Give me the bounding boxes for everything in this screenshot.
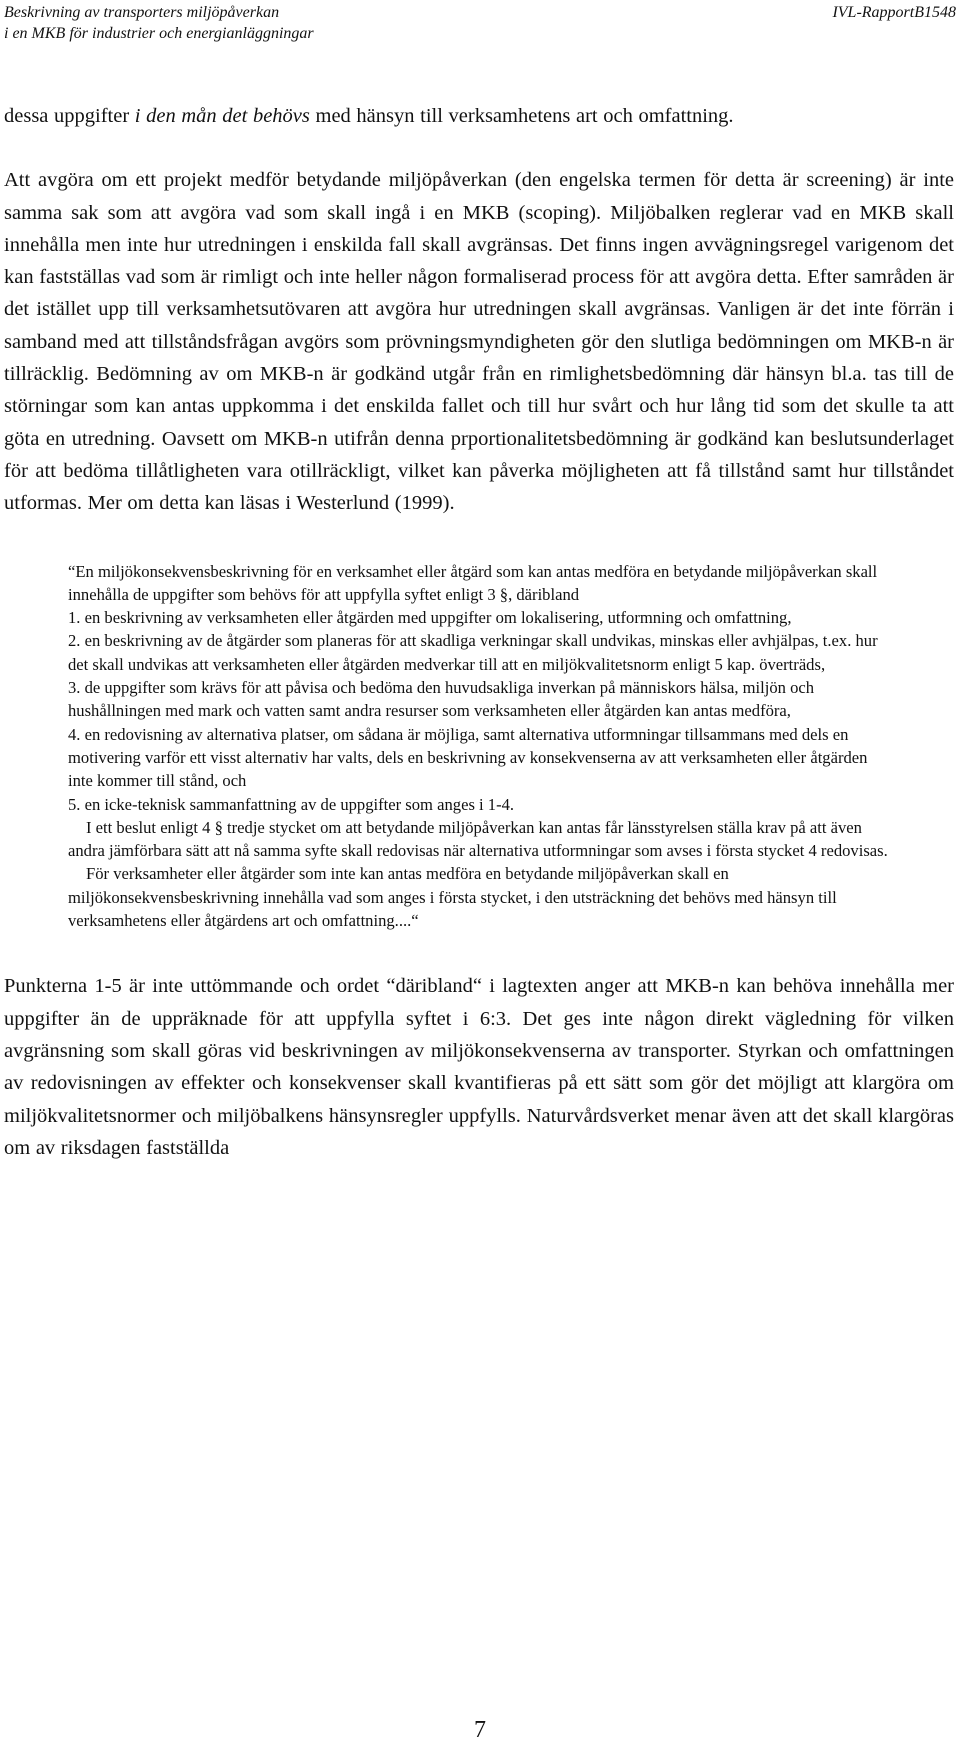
paragraph-continued-end: med hänsyn till verksamhetens art och omfattning. <box>309 105 734 127</box>
law-quote <box>68 560 888 933</box>
law-quote-paragraph-3: För verksamheter eller åtgärder som inte kan antas medföra en betydande miljöpåverkan skall en miljökonsekvensbeskrivning innehålla vad som anges i första stycket, i den utsträckning det behövs med hänsyn till verksamhetens eller åtgärdens art och omfattning....“ <box>68 864 837 931</box>
page-content <box>4 100 954 1164</box>
paragraph-continued-start: dessa uppgifter <box>4 105 135 127</box>
paragraph-continued <box>4 100 954 132</box>
law-quote-item-3: 3. de uppgifter som krävs för att påvisa och bedöma den huvudsakliga inverkan på människors hälsa, miljön och hushållningen med mark och vatten samt andra resurser som verksamheten eller åtgärden kan antas medföra, <box>68 678 815 721</box>
header-title-line1: Beskrivning av transporters miljöpåverkan <box>4 4 280 21</box>
paragraph-continued-emphasis: i den mån det behövs <box>134 105 310 127</box>
law-quote-item-4: 4. en redovisning av alternativa platser, om sådana är möjliga, samt alternativa utformningar tillsammans med dels en motivering varför ett visst alternativ har valts, dels en beskrivning av konsekvenserna av att verksamheten eller åtgärden inte kommer till stånd, och <box>68 724 868 791</box>
paragraph-screening-scoping: Att avgöra om ett projekt medför betydande miljöpåverkan (den engelska termen för detta är screening) är inte samma sak som att avgöra vad som skall ingå i en MKB (scoping). Miljöbalken reglerar vad en MKB skall innehålla men inte hur utredningen i enskilda fall skall avgränsas. Det finns ingen avvägningsregel varigenom det kan fastställas vad som är rimligt och inte heller någon formaliserad process för att avgöra detta. Efter samråden är det istället upp till verksamhetsutövaren att avgöra hur utredningen skall avgränsas. Vanligen är det inte förrän i samband med att tillståndsfrågan avgörs som prövningsmyndigheten gör den slutliga bedömningen om MKB-n är tillräcklig. Bedömning av om MKB-n är godkänd utgår från en rimlighetsbedömning där hänsyn bl.a. tas till de störningar som kan antas uppkomma i det enskilda fallet och till hur svårt och hur lång tid som det skulle ta att göta en utredning. Oavsett om MKB-n utifrån denna prportionalitetsbedömning är godkänd kan beslutsunderlaget för att bedöma tillåtligheten vara otillräckligt, vilket kan påverka möjligheten att få tillstånd samt hur tillståndet utformas. Mer om detta kan läsas i Westerlund (1999). <box>4 169 954 515</box>
law-quote-item-5: 5. en icke-teknisk sammanfattning av de uppgifter som anges i 1-4. <box>68 794 515 814</box>
page-header <box>4 0 956 52</box>
law-quote-item-2: 2. en beskrivning av de åtgärder som planeras för att skadliga verkningar skall undvikas, minskas eller avhjälpas, t.ex. hur det skall undvikas att verksamheten eller åtgärden medverkar till att en miljökvalitetsnorm enligt 5 kap. överträds, <box>68 631 878 674</box>
header-title-line2: i en MKB för industrier och energianläggningar <box>4 25 314 42</box>
paragraph-punkterna: Punkterna 1-5 är inte uttömmande och ordet “däribland“ i lagtexten anger att MKB-n kan behöva innehålla mer uppgifter än de uppräknade för att uppfylla syftet i 6:3. Det ges inte någon direkt vägledning för vilken avgränsning som skall göras vid beskrivningen av miljökonsekvenserna av transporter. Styrkan och omfattningen av redovisningen av effekter och konsekvenser skall kvantifieras på ett sätt som gör det möjligt att klargöra om miljökvalitetsnormer och miljöbalkens hänsynsregler uppfylls. Naturvårdsverket menar även att det skall klargöras om av riksdagen fastställda <box>4 975 954 1159</box>
page-number: 7 <box>474 1717 486 1743</box>
header-report-number: IVL-RapportB1548 <box>832 4 956 21</box>
law-quote-intro: “En miljökonsekvensbeskrivning för en verksamhet eller åtgärd som kan antas medföra en betydande miljöpåverkan skall innehålla de uppgifter som behövs för att uppfylla syftet enligt 3 §, däribland <box>68 561 878 604</box>
law-quote-paragraph-2: I ett beslut enligt 4 § tredje stycket om att betydande miljöpåverkan kan antas får länsstyrelsen ställa krav på att även andra jämförbara sätt att nå samma syfte skall redovisas när alternativa utformningar som avses i första stycket 4 redovisas. <box>68 817 888 861</box>
law-quote-item-1: 1. en beskrivning av verksamheten eller åtgärden med uppgifter om lokalisering, utformning och omfattning, <box>68 608 792 628</box>
